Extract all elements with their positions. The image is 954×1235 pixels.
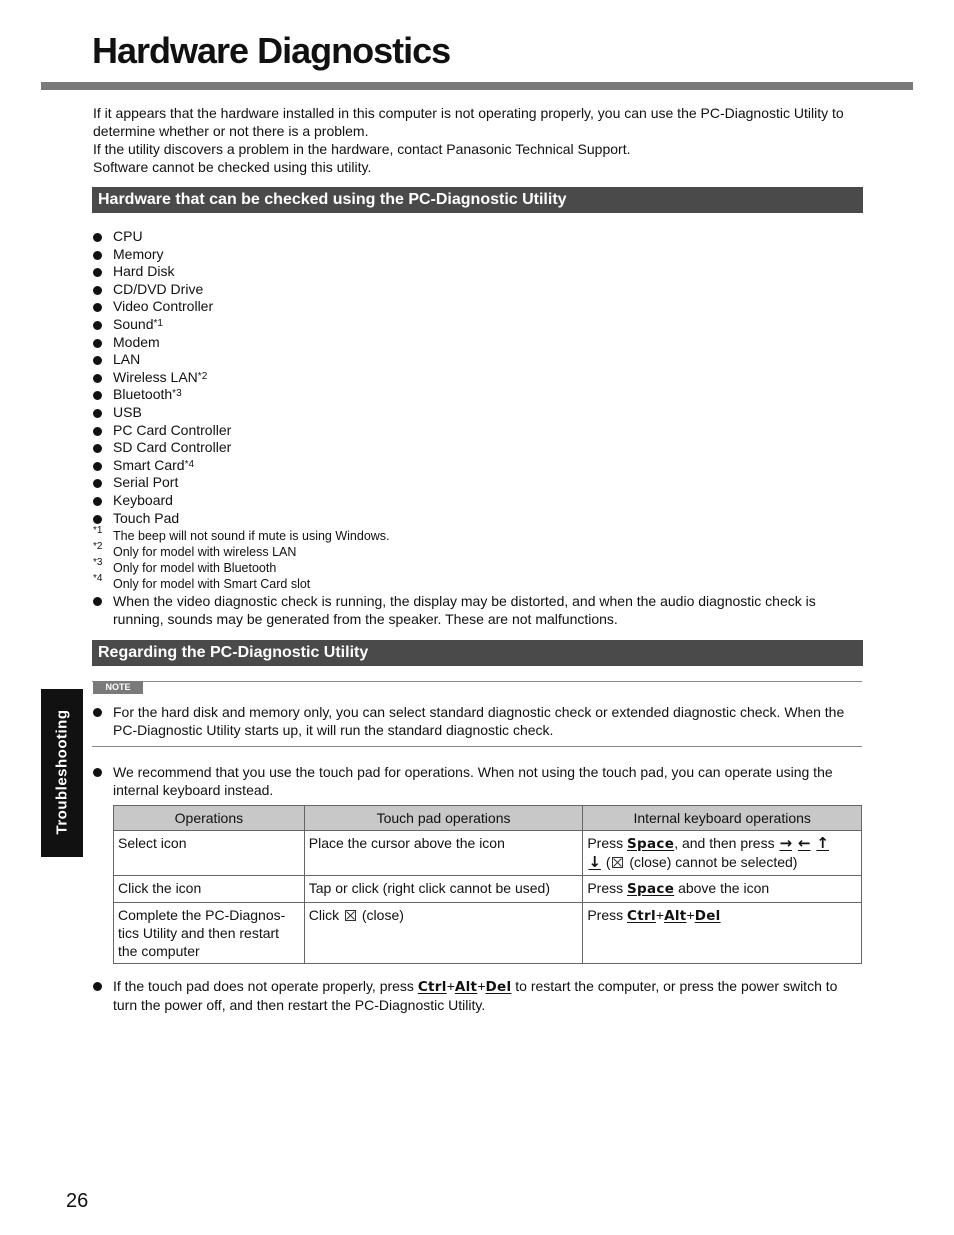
recommend-paragraph: We recommend that you use the touch pad for operations. When not using the touch pad, you can operate using the internal keyboard instead. bbox=[93, 763, 863, 799]
table-cell: Press Ctrl+Alt+Del bbox=[583, 903, 862, 964]
list-item: SD Card Controller bbox=[93, 439, 873, 457]
list-item: Smart Card$^{*4}$ bbox=[93, 457, 873, 475]
bullet-icon bbox=[93, 391, 102, 400]
space-key-icon: Space bbox=[627, 881, 675, 897]
page-number: 26 bbox=[66, 1190, 89, 1212]
intro-paragraph: If the utility discovers a problem in the hardware, contact Panasonic Technical Support. bbox=[93, 141, 631, 157]
list-item: CPU bbox=[93, 228, 873, 246]
list-item: Touch Pad bbox=[93, 510, 873, 528]
bullet-icon bbox=[93, 374, 102, 383]
list-item: Serial Port bbox=[93, 474, 873, 492]
bullet-icon bbox=[93, 597, 102, 606]
list-item: PC Card Controller bbox=[93, 422, 873, 440]
final-paragraph: If the touch pad does not operate properly, press Ctrl+Alt+Del to restart the computer, or press the power switch to turn the power off, and then restart the PC-Diagnostic Utility. bbox=[93, 977, 863, 1014]
column-header: Internal keyboard operations bbox=[583, 806, 862, 831]
bullet-icon bbox=[93, 286, 102, 295]
list-item: CD/DVD Drive bbox=[93, 281, 873, 299]
bullet-icon bbox=[93, 479, 102, 488]
footnote-ref: *2 bbox=[197, 370, 208, 382]
bullet-icon bbox=[93, 708, 102, 717]
close-icon bbox=[612, 857, 623, 868]
table-cell: Click the icon bbox=[114, 876, 305, 903]
footnote: *2 Only for model with wireless LAN bbox=[93, 541, 297, 559]
bullet-icon bbox=[93, 356, 102, 365]
space-key-icon: Space bbox=[627, 836, 675, 852]
table-cell: Place the cursor above the icon bbox=[304, 831, 583, 876]
table-cell: Press Space above the icon bbox=[583, 876, 862, 903]
intro-paragraph: If it appears that the hardware installed in this computer is not operating properly, you can use the PC-Diagnostic Utility to determine whether or not there is a problem. bbox=[93, 105, 844, 139]
list-item: Memory bbox=[93, 246, 873, 264]
bullet-icon bbox=[93, 427, 102, 436]
table-row bbox=[114, 903, 862, 964]
list-item: Keyboard bbox=[93, 492, 873, 510]
close-icon bbox=[345, 910, 356, 921]
table-cell: Complete the PC-Diagnos-tics Utility and then restart the computer bbox=[114, 903, 305, 964]
sidebar-label: Troubleshooting bbox=[53, 709, 71, 835]
bullet-icon bbox=[93, 444, 102, 453]
intro-paragraph: Software cannot be checked using this utility. bbox=[93, 159, 372, 175]
footnote: *1 The beep will not sound if mute is using Windows. bbox=[93, 525, 390, 543]
note-paragraph: For the hard disk and memory only, you can select standard diagnostic check or extended diagnostic check. When the PC-Diagnostic Utility starts up, it will run the standard diagnostic check. bbox=[93, 703, 863, 739]
arrow-down-key-icon: ↓ bbox=[588, 853, 601, 871]
footnote-ref: *4 bbox=[184, 458, 195, 470]
bullet-icon bbox=[93, 303, 102, 312]
table-header-row bbox=[114, 806, 862, 831]
footnote-ref: *1 bbox=[153, 317, 163, 329]
table-cell: Tap or click (right click cannot be used) bbox=[304, 876, 583, 903]
del-key-icon: Del bbox=[485, 979, 512, 995]
list-item: Wireless LAN$^{*2}$ bbox=[93, 369, 873, 387]
bullet-icon bbox=[93, 339, 102, 348]
note-tag: NOTE bbox=[93, 681, 143, 694]
list-item: Hard Disk bbox=[93, 263, 873, 281]
bullet-icon bbox=[93, 982, 102, 991]
operations-table bbox=[113, 805, 862, 964]
bullet-icon bbox=[93, 409, 102, 418]
list-item: Sound$^{*1}$ bbox=[93, 316, 873, 334]
intro-text bbox=[93, 104, 873, 176]
bullet-icon bbox=[93, 268, 102, 277]
arrow-right-key-icon: → bbox=[779, 834, 793, 852]
footnote: *4 Only for model with Smart Card slot bbox=[93, 573, 311, 591]
arrow-up-key-icon: ↑ bbox=[816, 834, 829, 852]
arrow-left-key-icon: ← bbox=[797, 834, 811, 852]
footnote: *3 Only for model with Bluetooth bbox=[93, 557, 277, 575]
bullet-icon bbox=[93, 497, 102, 506]
table-row bbox=[114, 831, 862, 876]
bullet-icon bbox=[93, 251, 102, 260]
section-heading-regarding: Regarding the PC-Diagnostic Utility bbox=[92, 640, 863, 666]
warning-paragraph: When the video diagnostic check is running, the display may be distorted, and when the audio diagnostic check is running, sounds may be generated from the speaker. These are not malfunctions. bbox=[93, 592, 863, 628]
footnote-ref: *3 bbox=[172, 388, 182, 400]
bullet-icon bbox=[93, 233, 102, 242]
list-item: USB bbox=[93, 404, 873, 422]
ctrl-key-icon: Ctrl bbox=[627, 908, 656, 924]
table-cell: Select icon bbox=[114, 831, 305, 876]
list-item: Video Controller bbox=[93, 298, 873, 316]
section-heading-hardware: Hardware that can be checked using the PC-Diagnostic Utility bbox=[92, 187, 863, 213]
del-key-icon: Del bbox=[694, 908, 721, 924]
table-row bbox=[114, 876, 862, 903]
note-bottom-rule bbox=[92, 746, 862, 747]
list-item: Bluetooth$^{*3}$ bbox=[93, 386, 873, 404]
bullet-icon bbox=[93, 321, 102, 330]
list-item: LAN bbox=[93, 351, 873, 369]
alt-key-icon: Alt bbox=[454, 979, 478, 995]
bullet-icon bbox=[93, 462, 102, 471]
alt-key-icon: Alt bbox=[664, 908, 687, 924]
ctrl-key-icon: Ctrl bbox=[417, 979, 447, 995]
table-cell: Click (close) bbox=[304, 903, 583, 964]
list-item: Modem bbox=[93, 334, 873, 352]
page-title: Hardware Diagnostics bbox=[92, 30, 451, 71]
bullet-icon bbox=[93, 768, 102, 777]
note-top-rule bbox=[92, 681, 862, 682]
hardware-list bbox=[93, 228, 873, 527]
column-header: Operations bbox=[114, 806, 305, 831]
title-rule bbox=[41, 82, 913, 90]
table-cell: Press Space, and then press → ← ↑ ↓ ( (close) cannot be selected) bbox=[583, 831, 862, 876]
column-header: Touch pad operations bbox=[304, 806, 583, 831]
